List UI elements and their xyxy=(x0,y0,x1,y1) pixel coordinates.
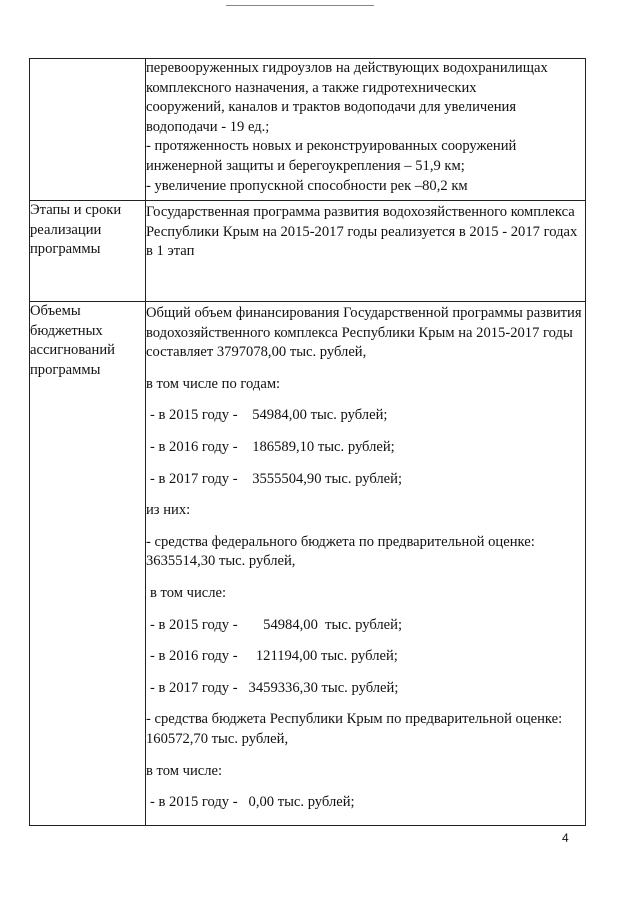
budget-intro: Общий объем финансирования Государственной программы развития водохозяйственного комплекса Республики Крым на 2015-2017 годы составляет 3797078,00 тыс. рублей, xyxy=(146,305,582,361)
label-line: Объемы xyxy=(30,303,81,319)
by-years-heading: в том числе по годам: xyxy=(146,375,281,392)
year-amount: - в 2015 году - 0,00 тыс. рублей; xyxy=(150,794,355,811)
of-them-heading: из них: xyxy=(146,502,191,519)
year-amount: - в 2016 году - 121194,00 тыс. рублей; xyxy=(150,648,398,665)
page-number: 4 xyxy=(562,831,569,845)
label-line: реализации xyxy=(30,221,102,238)
regional-incl-heading: в том числе: xyxy=(146,762,223,779)
text-line: - увеличение пропускной способности рек –80,2 км xyxy=(146,177,468,194)
label-line: программы xyxy=(30,361,101,378)
stages-label xyxy=(30,201,146,302)
year-amount: - в 2017 году - 3555504,90 тыс. рублей; xyxy=(150,470,403,487)
table-row xyxy=(30,201,586,302)
label-line: бюджетных xyxy=(30,322,103,339)
row-label xyxy=(30,59,146,201)
budget-text xyxy=(146,302,586,826)
text-line: комплексного назначения, а также гидротехнических xyxy=(146,79,477,96)
stages-description: Государственная программа развития водохозяйственного комплекса Республики Крым на 2015-2017 годы реализуется в 2015 - 2017 годах в 1 этап xyxy=(146,204,578,260)
table-row xyxy=(30,302,586,826)
year-amount: - в 2015 году - 54984,00 тыс. рублей; xyxy=(150,616,403,633)
federal-incl-heading: в том числе: xyxy=(150,584,227,601)
federal-budget: - средства федерального бюджета по предварительной оценке: 3635514,30 тыс. рублей, xyxy=(146,533,535,570)
stages-text xyxy=(146,201,586,302)
text-line: - протяженность новых и реконструированных сооружений xyxy=(146,138,517,155)
text-line: сооружений, каналов и трактов водоподачи для увеличения xyxy=(146,99,517,116)
regional-budget: - средства бюджета Республики Крым по предварительной оценке: 160572,70 тыс. рублей, xyxy=(146,711,563,747)
text-line: водоподачи - 19 ед.; xyxy=(146,118,270,135)
indicators-cell xyxy=(146,59,586,201)
passport-table xyxy=(29,58,586,826)
year-amount: - в 2017 году - 3459336,30 тыс. рублей; xyxy=(150,679,399,696)
label-line: Этапы и сроки xyxy=(30,202,122,218)
year-amount: - в 2016 году - 186589,10 тыс. рублей; xyxy=(150,438,395,455)
header-rule xyxy=(226,5,374,6)
text-line: инженерной защиты и берегоукрепления – 51,9 км; xyxy=(146,157,465,174)
label-line: программы xyxy=(30,241,101,258)
year-amount: - в 2015 году - 54984,00 тыс. рублей; xyxy=(150,407,388,424)
text-line: перевооруженных гидроузлов на действующих водохранилищах xyxy=(146,60,548,76)
label-line: ассигнований xyxy=(30,342,115,359)
table-row xyxy=(30,59,586,201)
budget-label xyxy=(30,302,146,826)
